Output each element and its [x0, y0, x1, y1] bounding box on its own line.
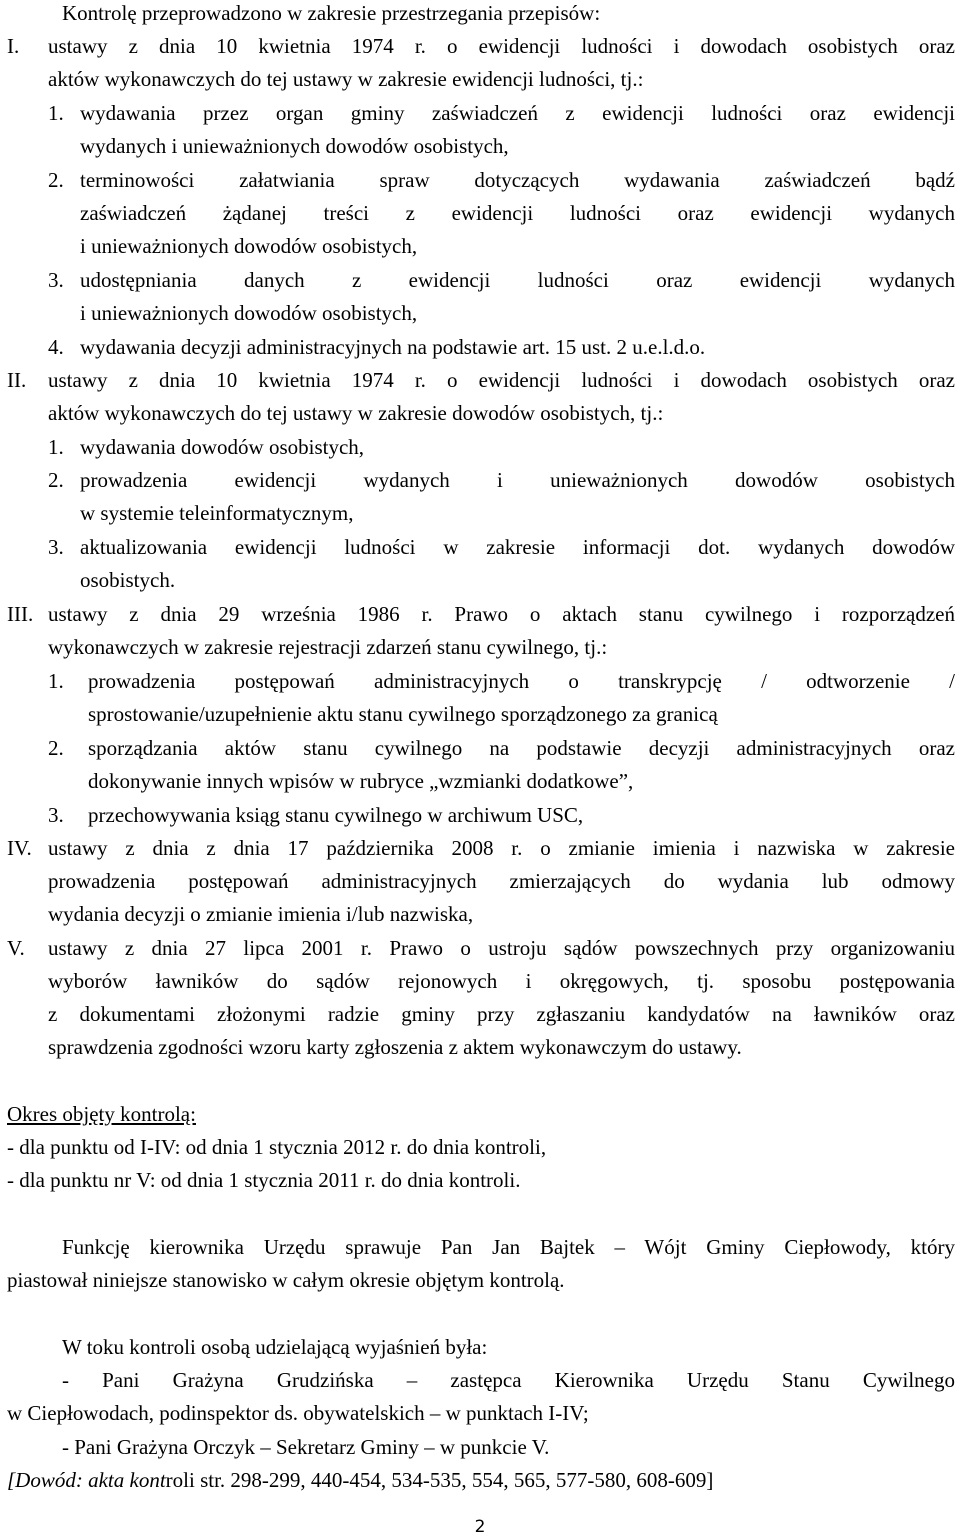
item-text-line: prowadzenia ewidencji wydanych i unieważnionych dowodów osobistych	[80, 468, 955, 492]
item-number: 4.	[48, 335, 64, 359]
explain-line: - Pani Grażyna Grudzińska – zastępca Kierownika Urzędu Stanu Cywilnego	[62, 1368, 955, 1392]
section-text-line: ustawy z dnia 29 września 1986 r. Prawo o aktach stanu cywilnego i rozporządzeń	[48, 602, 955, 626]
item-text-line: zaświadczeń żądanej treści z ewidencji ludności oraz ewidencji wydanych	[80, 201, 955, 225]
section-text-line: z dokumentami złożonymi radzie gminy przy zgłaszaniu kandydatów na ławników oraz	[48, 1002, 955, 1026]
page-number: 2	[474, 1517, 486, 1537]
explain-line: - Pani Grażyna Orczyk – Sekretarz Gminy – w punkcie V.	[62, 1435, 550, 1459]
section-text-line: ustawy z dnia 10 kwietnia 1974 r. o ewidencji ludności i dowodach osobistych oraz	[48, 34, 955, 58]
intro-line: Kontrolę przeprowadzono w zakresie przestrzegania przepisów:	[62, 1, 601, 25]
section-number: II.	[7, 368, 27, 392]
section-text-line: ustawy z dnia 10 kwietnia 1974 r. o ewidencji ludności i dowodach osobistych oraz	[48, 368, 955, 392]
section-text-line: wyborów ławników do sądów rejonowych i okręgowych, tj. sposobu postępowania	[48, 969, 955, 993]
section-text-line: prowadzenia postępowań administracyjnych zmierzających do wydania lub odmowy	[48, 869, 955, 893]
item-number: 2.	[48, 468, 64, 492]
item-text-line: udostępniania danych z ewidencji ludności oraz ewidencji wydanych	[80, 268, 955, 292]
item-number: 1.	[48, 101, 64, 125]
section-number: V.	[7, 936, 25, 960]
item-text-line: i unieważnionych dowodów osobistych,	[80, 301, 418, 325]
section-text-line: wykonawczych w zakresie rejestracji zdarzeń stanu cywilnego, tj.:	[48, 635, 608, 659]
section-text-line: ustawy z dnia 27 lipca 2001 r. Prawo o ustroju sądów powszechnych przy organizowaniu	[48, 936, 955, 960]
item-number: 3.	[48, 268, 64, 292]
evidence-line	[7, 1467, 713, 1493]
evidence-italic: [Dowód: akta kont	[7, 1468, 166, 1492]
item-text-line: sporządzania aktów stanu cywilnego na podstawie decyzji administracyjnych oraz	[88, 736, 955, 760]
manager-line: piastował niniejsze stanowisko w całym okresie objętym kontrolą.	[7, 1268, 565, 1292]
item-text-line: wydawania decyzji administracyjnych na podstawie art. 15 ust. 2 u.e.l.d.o.	[80, 335, 706, 359]
item-number: 2.	[48, 736, 64, 760]
scope-line: - dla punktu nr V: od dnia 1 stycznia 2011 r. do dnia kontroli.	[7, 1168, 521, 1192]
section-number: IV.	[7, 836, 32, 860]
section-text-line: aktów wykonawczych do tej ustawy w zakresie dowodów osobistych, tj.:	[48, 401, 664, 425]
scope-line: - dla punktu od I-IV: od dnia 1 stycznia 2012 r. do dnia kontroli,	[7, 1135, 547, 1159]
item-text-line: i unieważnionych dowodów osobistych,	[80, 234, 418, 258]
section-number: III.	[7, 602, 34, 626]
section-text-line: sprawdzenia zgodności wzoru karty zgłoszenia z aktem wykonawczym do ustawy.	[48, 1035, 742, 1059]
section-text-line: ustawy z dnia z dnia 17 października 2008 r. o zmianie imienia i nazwiska w zakresie	[48, 836, 955, 860]
item-text-line: terminowości załatwiania spraw dotyczących wydawania zaświadczeń bądź	[80, 168, 955, 192]
section-number: I.	[7, 34, 20, 58]
item-text-line: wydawania przez organ gminy zaświadczeń z ewidencji ludności oraz ewidencji	[80, 101, 955, 125]
item-text-line: wydanych i unieważnionych dowodów osobistych,	[80, 134, 509, 158]
item-text-line: wydawania dowodów osobistych,	[80, 435, 365, 459]
item-text-line: osobistych.	[80, 568, 176, 592]
section-text-line: aktów wykonawczych do tej ustawy w zakresie ewidencji ludności, tj.:	[48, 67, 644, 91]
item-text-line: aktualizowania ewidencji ludności w zakresie informacji dot. wydanych dowodów	[80, 535, 955, 559]
item-text-line: w systemie teleinformatycznym,	[80, 501, 354, 525]
scope-heading: Okres objęty kontrolą:	[7, 1102, 196, 1126]
item-number: 3.	[48, 803, 64, 827]
item-number: 1.	[48, 669, 64, 693]
item-number: 3.	[48, 535, 64, 559]
item-text-line: przechowywania ksiąg stanu cywilnego w archiwum USC,	[88, 803, 584, 827]
item-number: 2.	[48, 168, 64, 192]
item-text-line: sprostowanie/uzupełnienie aktu stanu cywilnego sporządzonego za granicą	[88, 702, 718, 726]
section-text-line: wydania decyzji o zmianie imienia i/lub nazwiska,	[48, 902, 474, 926]
explain-line: W toku kontroli osobą udzielającą wyjaśnień była:	[62, 1335, 488, 1359]
item-text-line: dokonywanie innych wpisów w rubryce „wzmianki dodatkowe”,	[88, 769, 634, 793]
evidence-pages: roli str. 298-299, 440-454, 534-535, 554, 565, 577-580, 608-609]	[165, 1468, 714, 1492]
manager-line: Funkcję kierownika Urzędu sprawuje Pan Jan Bajtek – Wójt Gminy Ciepłowody, który	[62, 1235, 955, 1259]
explain-line: w Ciepłowodach, podinspektor ds. obywatelskich – w punktach I-IV;	[7, 1401, 589, 1425]
item-number: 1.	[48, 435, 64, 459]
item-text-line: prowadzenia postępowań administracyjnych o transkrypcję / odtworzenie /	[88, 669, 955, 693]
